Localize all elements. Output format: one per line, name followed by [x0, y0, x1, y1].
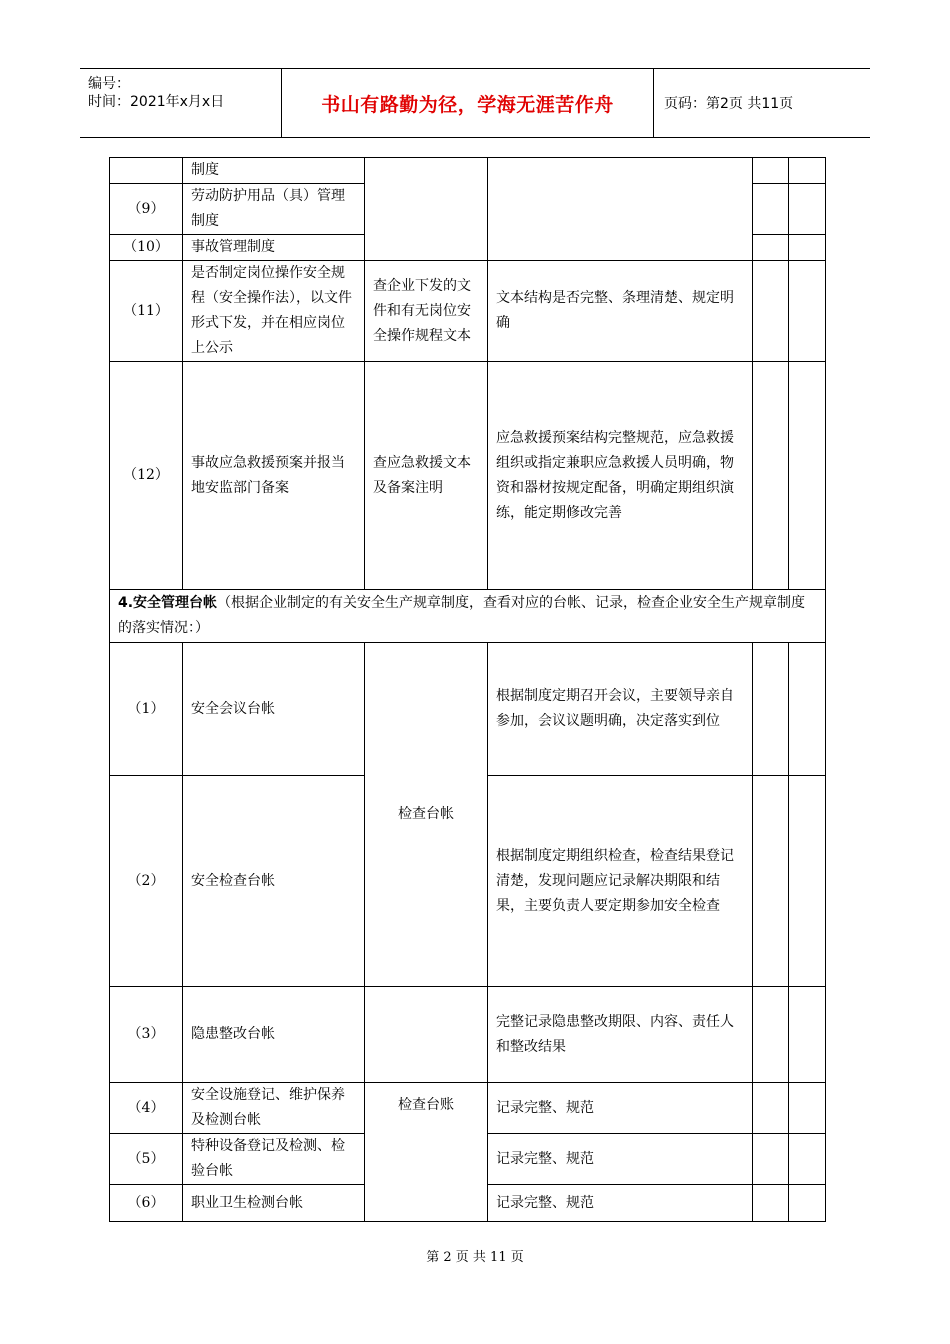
check-item: 安全设施登记、维护保养及检测台帐	[183, 1083, 365, 1134]
check-method: 检查台账	[365, 1083, 488, 1222]
check-standard: 记录完整、规范	[488, 1083, 753, 1134]
table-row	[110, 1083, 826, 1134]
result-cell	[789, 1134, 826, 1185]
check-standard: 记录完整、规范	[488, 1134, 753, 1185]
result-cell	[789, 1185, 826, 1222]
page-footer: 第 2 页 共 11 页	[426, 1250, 524, 1265]
check-standard: 完整记录隐患整改期限、内容、责任人和整改结果	[488, 987, 753, 1083]
check-standard	[488, 158, 753, 261]
check-standard: 文本结构是否完整、条理清楚、规定明确	[488, 261, 753, 362]
result-cell	[789, 362, 826, 590]
row-number: （4）	[110, 1083, 183, 1134]
check-item: 是否制定岗位操作安全规程（安全操作法），以文件形式下发，并在相应岗位上公示	[183, 261, 365, 362]
result-cell	[753, 1185, 789, 1222]
result-cell	[753, 776, 789, 987]
result-cell	[753, 362, 789, 590]
result-cell	[789, 776, 826, 987]
row-number	[110, 158, 183, 184]
result-cell	[789, 1083, 826, 1134]
row-number: （5）	[110, 1134, 183, 1185]
result-cell	[753, 1083, 789, 1134]
check-standard: 应急救援预案结构完整规范，应急救援组织或指定兼职应急救援人员明确，物资和器材按规定配备，明确定期组织演练，能定期修改完善	[488, 362, 753, 590]
result-cell	[753, 235, 789, 261]
header-motto-cell	[282, 69, 654, 137]
result-cell	[753, 987, 789, 1083]
result-cell	[789, 235, 826, 261]
row-number: （3）	[110, 987, 183, 1083]
result-cell	[789, 987, 826, 1083]
result-cell	[789, 261, 826, 362]
section-description: （根据企业制定的有关安全生产规章制度，查看对应的台帐、记录，检查企业安全生产规章制度的落实情况：）	[118, 595, 806, 636]
header-page-info: 页码：第2页 共11页	[664, 96, 794, 112]
header-motto: 书山有路勤为径，学海无涯苦作舟	[321, 93, 614, 116]
check-standard: 记录完整、规范	[488, 1185, 753, 1222]
doc-date-label: 时间：2021年x月x日	[88, 94, 225, 110]
check-item: 事故管理制度	[183, 235, 365, 261]
check-method	[365, 158, 488, 261]
check-item: 劳动防护用品（具）管理制度	[183, 184, 365, 235]
section-header	[110, 590, 826, 643]
check-item: 隐患整改台帐	[183, 987, 365, 1083]
table-row	[110, 261, 826, 362]
check-item: 安全检查台帐	[183, 776, 365, 987]
result-cell	[753, 643, 789, 776]
result-cell	[753, 184, 789, 235]
row-number: （10）	[110, 235, 183, 261]
row-number: （1）	[110, 643, 183, 776]
row-number: （12）	[110, 362, 183, 590]
check-method: 检查台帐	[365, 643, 488, 987]
result-cell	[753, 1134, 789, 1185]
check-method	[365, 987, 488, 1083]
page-header	[80, 68, 870, 138]
row-number: （11）	[110, 261, 183, 362]
result-cell	[753, 158, 789, 184]
inspection-table	[109, 157, 826, 1222]
doc-number-label: 编号：	[88, 76, 130, 92]
check-method: 查应急救援文本及备案注明	[365, 362, 488, 590]
section-header-row	[110, 590, 826, 643]
check-item: 安全会议台帐	[183, 643, 365, 776]
table-row	[110, 362, 826, 590]
result-cell	[789, 643, 826, 776]
check-item: 制度	[183, 158, 365, 184]
header-meta	[80, 69, 282, 137]
check-standard: 根据制度定期召开会议，主要领导亲自参加，会议议题明确，决定落实到位	[488, 643, 753, 776]
table-row	[110, 987, 826, 1083]
check-item: 职业卫生检测台帐	[183, 1185, 365, 1222]
result-cell	[789, 158, 826, 184]
check-standard: 根据制度定期组织检查，检查结果登记清楚，发现问题应记录解决期限和结果，主要负责人要定期参加安全检查	[488, 776, 753, 987]
section-title: 4.安全管理台帐	[118, 595, 218, 611]
row-number: （6）	[110, 1185, 183, 1222]
table-row	[110, 643, 826, 776]
check-item: 事故应急救援预案并报当地安监部门备案	[183, 362, 365, 590]
table-row	[110, 158, 826, 184]
check-item: 特种设备登记及检测、检验台帐	[183, 1134, 365, 1185]
check-method: 查企业下发的文件和有无岗位安全操作规程文本	[365, 261, 488, 362]
row-number: （9）	[110, 184, 183, 235]
row-number: （2）	[110, 776, 183, 987]
result-cell	[789, 184, 826, 235]
result-cell	[753, 261, 789, 362]
